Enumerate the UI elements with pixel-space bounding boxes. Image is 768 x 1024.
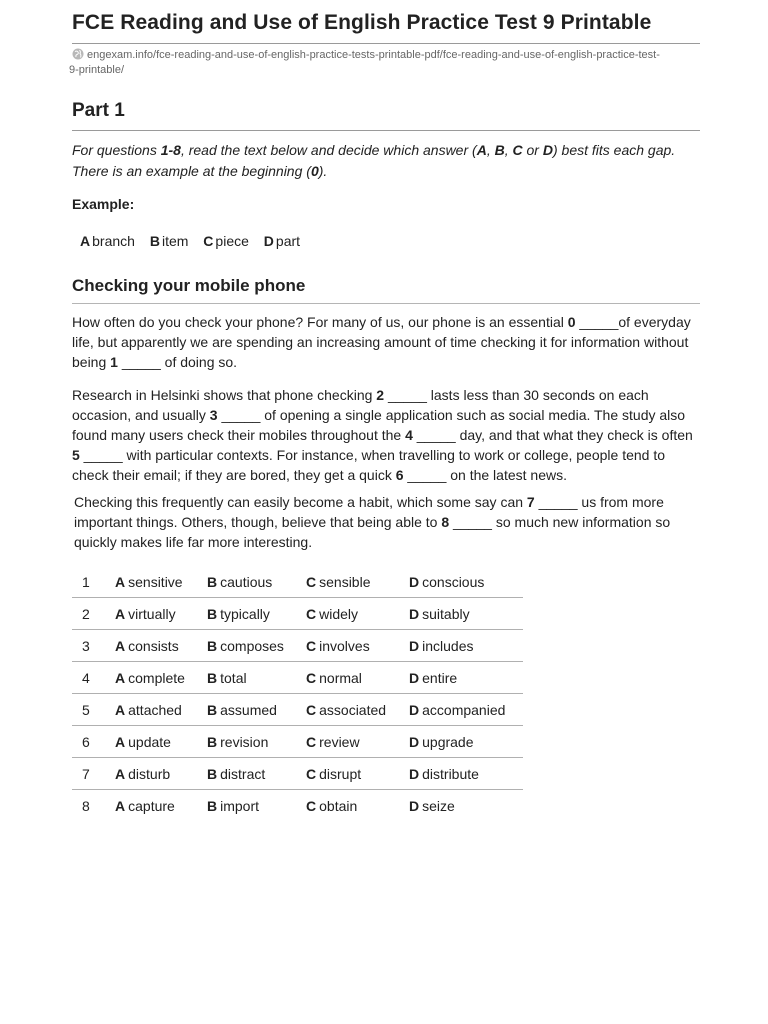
- table-row: [72, 630, 523, 662]
- option-b: B composes: [207, 637, 284, 654]
- option-c: C widely: [306, 605, 359, 622]
- table-row: [72, 598, 523, 630]
- part-divider: [72, 130, 700, 131]
- option-c: C involves: [306, 637, 370, 654]
- option-a: A consists: [115, 637, 179, 654]
- example-option-c: C piece: [203, 233, 249, 249]
- gap-7: 7: [526, 494, 535, 510]
- option-a: A attached: [115, 701, 182, 718]
- option-d: D upgrade: [409, 733, 474, 750]
- example-label: Example:: [72, 196, 135, 212]
- option-b: B total: [207, 669, 247, 686]
- question-number: 1: [82, 573, 90, 590]
- question-number: 2: [82, 605, 90, 622]
- source-url[interactable]: [69, 48, 700, 78]
- question-number: 3: [82, 637, 90, 654]
- question-number: 6: [82, 733, 90, 750]
- option-c: C review: [306, 733, 360, 750]
- text-title: Checking your mobile phone: [72, 276, 306, 295]
- question-number: 7: [82, 765, 90, 782]
- option-d: D accompanied: [409, 701, 506, 718]
- table-row: [72, 790, 523, 822]
- example-options: [80, 231, 700, 251]
- option-c: C obtain: [306, 797, 358, 814]
- example-option-d: D part: [263, 233, 301, 249]
- option-d: D includes: [409, 637, 474, 654]
- instructions: For questions 1-8, read the text below and decide which answer (A, B, C or D) best fits each gap. There is an example at the beginning (0).: [72, 142, 676, 179]
- option-d: D conscious: [409, 573, 485, 590]
- option-b: B distract: [207, 765, 266, 782]
- paragraph-2: Research in Helsinki shows that phone checking 2 _____ lasts less than 30 seconds on each occasion, and usually 3 _____ of opening a single application such as social media. The study also found many users check their mobiles throughout the 4 _____ day, and that what they check is often 5 _____ with particular contexts. For instance, when travelling to work or college, people tend to check their email; if they are bored, they get a quick 6 _____ on the latest news.: [72, 387, 693, 483]
- option-a: A complete: [115, 669, 185, 686]
- option-a: A sensitive: [115, 573, 183, 590]
- question-number: 5: [82, 701, 90, 718]
- option-a: A update: [115, 733, 171, 750]
- option-b: B revision: [207, 733, 269, 750]
- text-title-divider: [72, 303, 700, 304]
- option-d: D seize: [409, 797, 455, 814]
- paragraph-1: How often do you check your phone? For many of us, our phone is an essential 0 _____of everyday life, but apparently we are spending an increasing amount of time checking it for information without being 1 _____ of doing so.: [72, 314, 691, 370]
- paragraph-3: Checking this frequently can easily become a habit, which some say can 7 _____ us from more important things. Others, though, believe that being able to 8 _____ so much new information so quickly makes life far more interesting.: [74, 494, 671, 550]
- option-b: B typically: [207, 605, 270, 622]
- option-c: C associated: [306, 701, 387, 718]
- table-row: [72, 566, 523, 598]
- gap-3: 3: [209, 407, 218, 423]
- table-row: [72, 726, 523, 758]
- globe-icon: [72, 48, 84, 60]
- table-row: [72, 758, 523, 790]
- table-row: [72, 694, 523, 726]
- url-line-2[interactable]: 9-printable/: [69, 64, 125, 76]
- gap-1: 1: [110, 354, 118, 370]
- example-option-b: B item: [149, 233, 189, 249]
- table-row: [72, 662, 523, 694]
- part-title: Part 1: [72, 100, 125, 121]
- option-c: C sensible: [306, 573, 371, 590]
- gap-5: 5: [72, 447, 80, 463]
- option-c: C disrupt: [306, 765, 362, 782]
- gap-4: 4: [405, 427, 413, 443]
- option-b: B cautious: [207, 573, 273, 590]
- gap-0: 0: [567, 314, 576, 330]
- option-b: B import: [207, 797, 260, 814]
- answer-options-table: [72, 566, 523, 821]
- option-a: A virtually: [115, 605, 176, 622]
- option-a: A disturb: [115, 765, 171, 782]
- option-b: B assumed: [207, 701, 277, 718]
- question-number: 8: [82, 797, 90, 814]
- gap-2: 2: [376, 387, 385, 403]
- example-option-a: A branch: [80, 233, 135, 249]
- gap-6: 6: [395, 467, 404, 483]
- option-d: D entire: [409, 669, 458, 686]
- question-number: 4: [82, 669, 90, 686]
- option-c: C normal: [306, 669, 362, 686]
- option-a: A capture: [115, 797, 175, 814]
- title-divider: [72, 43, 700, 44]
- url-line-1[interactable]: engexam.info/fce-reading-and-use-of-english-practice-tests-printable-pdf/fce-reading-and-use-of-english-practice-test-: [87, 49, 660, 61]
- page-title: FCE Reading and Use of English Practice Test 9 Printable: [72, 11, 652, 34]
- option-d: D suitably: [409, 605, 470, 622]
- gap-8: 8: [441, 514, 450, 530]
- document-page: [69, 0, 700, 821]
- option-d: D distribute: [409, 765, 479, 782]
